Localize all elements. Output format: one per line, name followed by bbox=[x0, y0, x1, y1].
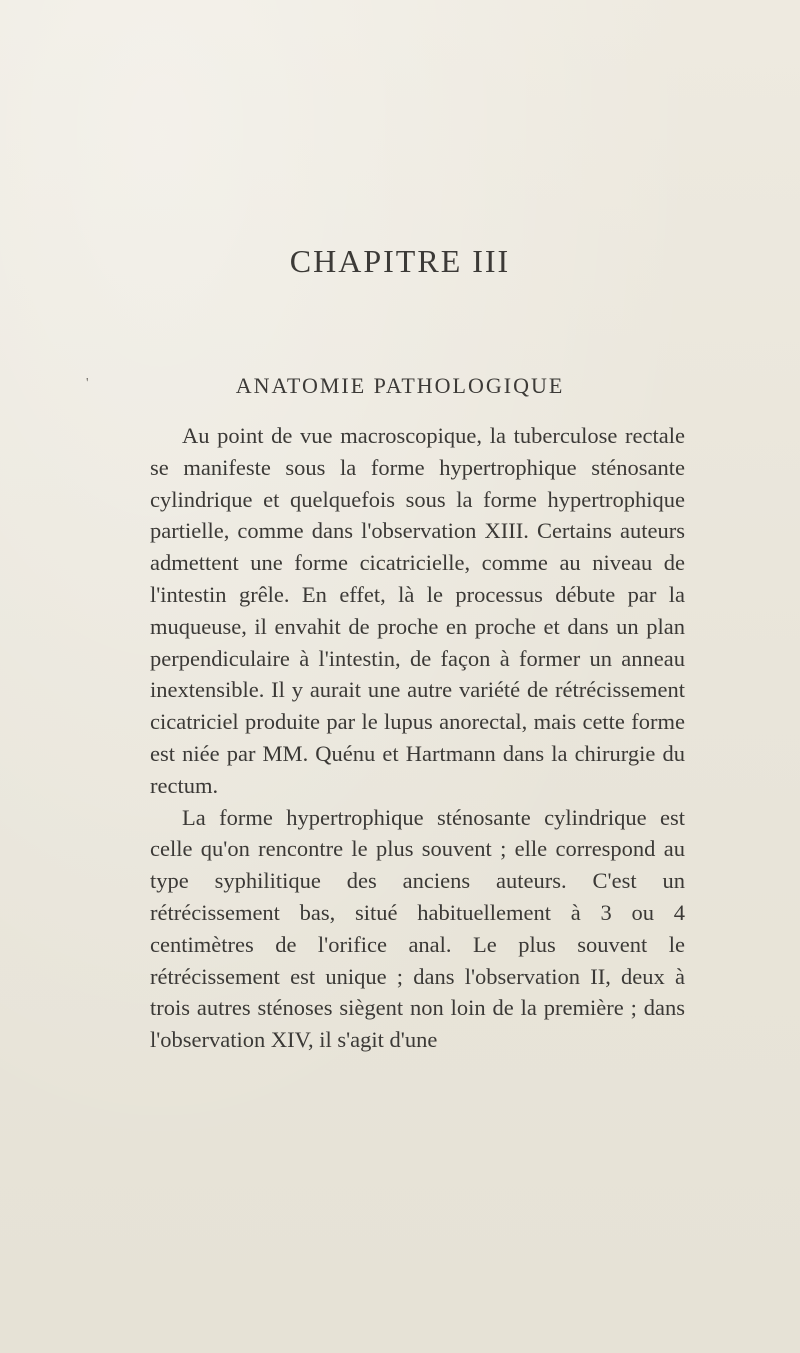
paragraph-2: La forme hypertrophique sténosante cylindrique est celle qu'on rencontre le plus souvent ; elle correspond au type syphilitique des anciens auteurs. C'est un rétrécissement bas, situé habituellement à 3 ou 4 centimètres de l'orifice anal. Le plus souvent le rétrécissement est unique ; dans l'observation II, deux à trois autres sténoses siègent non loin de la première ; dans l'observation XIV, il s'agit d'une bbox=[150, 804, 685, 1053]
section-title: ANATOMIE PATHOLOGIQUE bbox=[235, 373, 565, 398]
body-text bbox=[150, 420, 685, 1056]
margin-mark: ' bbox=[86, 376, 89, 391]
chapter-title: CHAPITRE III bbox=[289, 243, 511, 279]
paragraph-1: Au point de vue macroscopique, la tuberculose rectale se manifeste sous la forme hypertrophique sténosante cylindrique et quelquefois sous la forme hypertrophique partielle, comme dans l'observation XIII. Certains auteurs admettent une forme cicatricielle, comme au niveau de l'intestin grêle. En effet, là le processus débute par la muqueuse, il envahit de proche en proche et dans un plan perpendiculaire à l'intestin, de façon à former un anneau inextensible. Il y aurait une autre variété de rétrécissement cicatriciel produite par le lupus anorectal, mais cette forme est niée par MM. Quénu et Hartmann dans la chirurgie du rectum. bbox=[150, 423, 685, 798]
